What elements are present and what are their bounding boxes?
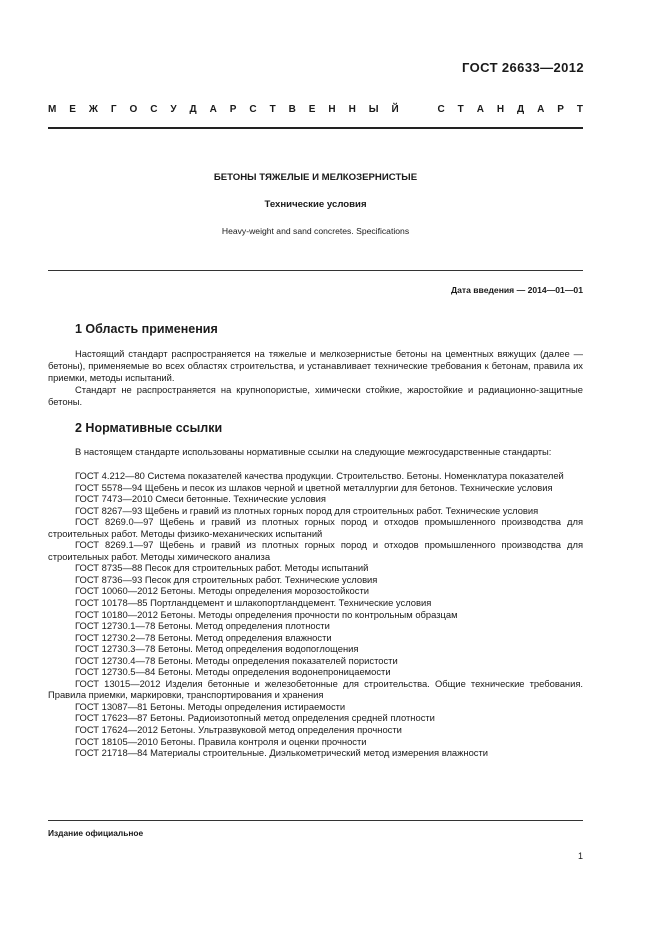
reference-code: ГОСТ 13087—81: [75, 700, 148, 712]
banner-letter: Р: [557, 104, 564, 115]
reference-code: ГОСТ 10060—2012: [75, 585, 158, 597]
reference-title: Щебень и гравий из плотных горных пород и отходов промышленного производства для строительных работ. Методы химического анализа: [48, 539, 584, 562]
section-1-paragraph-2: [48, 384, 583, 408]
reference-code: ГОСТ 12730.1—78: [75, 620, 156, 632]
banner-letter: М: [48, 104, 57, 115]
banner-letter: Т: [269, 104, 276, 115]
reference-item: [48, 736, 583, 748]
normative-references-list: [48, 470, 583, 759]
footer-rule: [48, 820, 583, 821]
reference-code: ГОСТ 17623—87: [75, 712, 148, 724]
banner-letter: Д: [189, 104, 197, 115]
banner-letter: С: [150, 104, 158, 115]
banner-letter: Н: [328, 104, 336, 115]
section-2-intro-text: В настоящем стандарте использованы нормативные ссылки на следующие межгосударственные стандарты:: [75, 446, 552, 457]
reference-code: ГОСТ 12730.5—84: [75, 666, 156, 678]
banner-letter: Г: [110, 104, 117, 115]
reference-title: Бетоны. Метод определения водопоглощения: [157, 643, 359, 655]
reference-item: [48, 712, 583, 724]
reference-title: Смеси бетонные. Технические условия: [155, 493, 326, 505]
reference-item: [48, 470, 583, 482]
section-1-heading: 1 Область применения: [75, 322, 218, 336]
reference-item: [48, 597, 583, 609]
reference-title: Бетоны. Методы определения показателей пористости: [157, 654, 398, 666]
section-1-paragraph-2-text: Стандарт не распространяется на крупнопористые, химически стойкие, жаростойкие и радиационно-защитные бетоны.: [48, 384, 583, 407]
reference-item: [48, 539, 583, 562]
reference-title: Песок для строительных работ. Технические условия: [144, 573, 378, 585]
reference-item: [48, 562, 583, 574]
document-subtitle: Технические условия: [264, 199, 367, 210]
reference-code: ГОСТ 18105—2010: [75, 735, 158, 747]
official-edition-note: Издание официальное: [48, 828, 144, 838]
banner-letter: С: [249, 104, 257, 115]
page-number: 1: [577, 851, 583, 861]
reference-code: ГОСТ 12730.4—78: [75, 654, 156, 666]
reference-item: [48, 701, 583, 713]
reference-code: ГОСТ 7473—2010: [75, 493, 153, 505]
banner-letter: Т: [576, 104, 583, 115]
reference-code: ГОСТ 12730.2—78: [75, 631, 156, 643]
document-number: ГОСТ 26633—2012: [462, 60, 584, 75]
reference-title: Бетоны. Методы определения прочности по контрольным образцам: [160, 608, 458, 620]
reference-title: Щебень и гравий из плотных горных пород для строительных работ. Технические условия: [144, 504, 539, 516]
reference-item: [48, 505, 583, 517]
section-1-paragraph-1-text: Настоящий стандарт распространяется на тяжелые и мелкозернистые бетоны на цементных вяжущих (далее — бетоны), применяемые во всех областях строительства, и устанавливает технические требования к бетонам, правила их приемки, методы испытаний.: [48, 348, 583, 383]
reference-item: [48, 574, 583, 586]
english-title: Heavy-weight and sand concretes. Specifications: [221, 226, 410, 236]
reference-item: [48, 632, 583, 644]
banner-letter: Т: [457, 104, 464, 115]
document-title: БЕТОНЫ ТЯЖЕЛЫЕ И МЕЛКОЗЕРНИСТЫЕ: [213, 172, 418, 183]
banner-letter: С: [437, 104, 445, 115]
banner-letter: Й: [391, 104, 399, 115]
reference-title: Бетоны. Радиоизотопный метод определения средней плотности: [150, 712, 435, 724]
reference-title: Материалы строительные. Диэлькометрический метод измерения влажности: [150, 747, 489, 759]
reference-title: Бетоны. Ультразвуковой метод определения прочности: [160, 724, 402, 736]
reference-item: [48, 655, 583, 667]
reference-title: Бетоны. Метод определения плотности: [157, 620, 330, 632]
reference-code: ГОСТ 8267—93: [75, 504, 143, 516]
title-rule: [48, 270, 583, 271]
reference-title: Бетоны. Методы определения морозостойкости: [160, 585, 369, 597]
banner-letter: Д: [517, 104, 525, 115]
banner-letter: Н: [496, 104, 505, 115]
reference-item: [48, 493, 583, 505]
reference-item: [48, 516, 583, 539]
reference-code: ГОСТ 8736—93: [75, 573, 143, 585]
reference-code: ГОСТ 10180—2012: [75, 608, 158, 620]
banner-letter: Р: [229, 104, 237, 115]
reference-title: Песок для строительных работ. Методы испытаний: [144, 562, 369, 574]
reference-code: ГОСТ 4.212—80: [75, 470, 145, 481]
banner-letter: А: [209, 104, 217, 115]
interstate-standard-banner: [48, 104, 583, 115]
banner-letter: Ы: [368, 104, 379, 115]
reference-title: Щебень и гравий из плотных горных пород и отходов промышленного производства для строительных работ. Методы физико-механических испытаний: [48, 516, 584, 539]
header-rule: [48, 127, 583, 129]
reference-item: [48, 666, 583, 678]
introduction-date: Дата введения — 2014—01—01: [450, 285, 583, 295]
reference-title: Бетоны. Методы определения водонепроницаемости: [157, 666, 391, 678]
reference-item: [48, 585, 583, 597]
reference-code: ГОСТ 12730.3—78: [75, 643, 156, 655]
banner-letter: Е: [69, 104, 76, 115]
reference-item: [48, 678, 583, 701]
reference-code: ГОСТ 21718—84: [75, 747, 148, 759]
reference-code: ГОСТ 8269.0—97: [75, 516, 154, 528]
banner-letter: О: [129, 104, 138, 115]
section-1-paragraph-1: [48, 348, 583, 384]
reference-code: ГОСТ 10178—85: [75, 597, 148, 609]
banner-letter: В: [288, 104, 296, 115]
reference-title: Щебень и песок из шлаков черной и цветной металлургии для бетонов. Технические условия: [144, 481, 553, 493]
banner-letter: А: [537, 104, 545, 115]
reference-title: Бетоны. Метод определения влажности: [157, 631, 332, 643]
banner-letter: А: [476, 104, 484, 115]
banner-letter: Ж: [88, 104, 98, 115]
reference-title: Бетоны. Правила контроля и оценки прочности: [160, 735, 367, 747]
reference-title: Система показателей качества продукции. Строительство. Бетоны. Номенклатура показателей: [147, 470, 564, 481]
reference-item: [48, 747, 583, 759]
reference-code: ГОСТ 13015—2012: [75, 677, 161, 689]
section-2-intro: [48, 446, 583, 458]
reference-code: ГОСТ 8269.1—97: [75, 539, 154, 551]
reference-item: [48, 643, 583, 655]
reference-title: Бетоны. Методы определения истираемости: [150, 700, 346, 712]
banner-letter: Н: [348, 104, 356, 115]
reference-item: [48, 609, 583, 621]
reference-item: [48, 482, 583, 494]
reference-title: Портландцемент и шлакопортландцемент. Технические условия: [150, 597, 432, 609]
reference-item: [48, 620, 583, 632]
section-2-heading: 2 Нормативные ссылки: [75, 421, 223, 435]
reference-title: Изделия бетонные и железобетонные для строительства. Общие технические требования. Правила приемки, маркировки, транспортирования и хранения: [48, 677, 584, 701]
reference-code: ГОСТ 17624—2012: [75, 724, 158, 736]
reference-item: [48, 724, 583, 736]
banner-letter: Е: [308, 104, 316, 115]
banner-letter: У: [170, 104, 177, 115]
reference-code: ГОСТ 5578—94: [75, 481, 143, 493]
reference-code: ГОСТ 8735—88: [75, 562, 143, 574]
